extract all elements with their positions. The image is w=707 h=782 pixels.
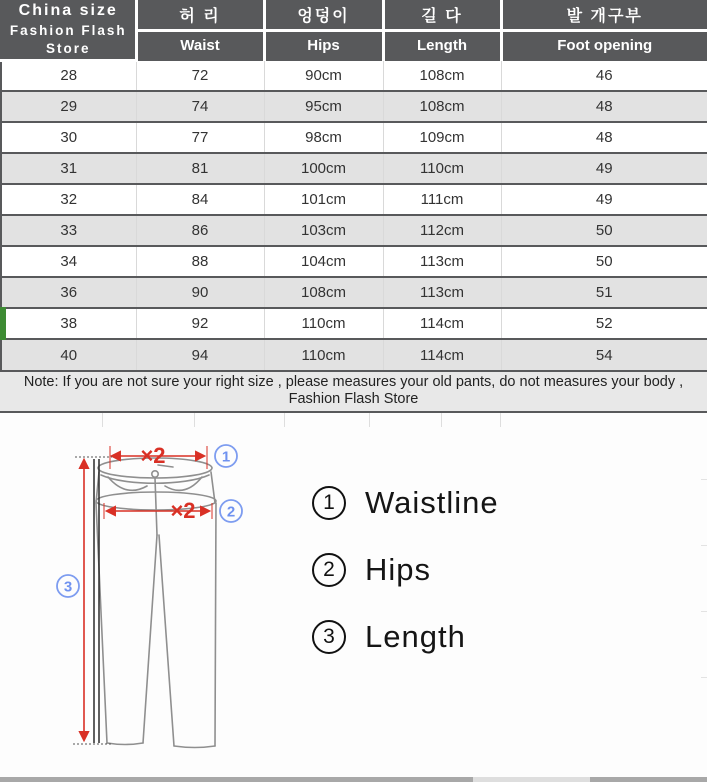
gridline [500,413,501,427]
header-china-size-title: China size [18,2,118,20]
header-hips-ko: 엉덩이 [264,0,383,30]
legend-number-1: 1 [312,486,346,520]
cell-length: 113cm [383,246,501,277]
svg-text:3: 3 [63,578,73,596]
gridline [369,413,370,427]
cell-waist: 84 [136,184,264,215]
cell-waist: 94 [136,339,264,370]
circled-marker-1 [215,445,237,467]
cell-foot-opening: 49 [501,153,707,184]
cell-size: 33 [1,215,136,246]
measurement-legend [312,483,499,657]
cell-waist: 74 [136,91,264,122]
header-china-size [1,0,136,60]
hips-x2-label: ×2 [170,498,196,523]
table-row [1,215,707,246]
cell-waist: 77 [136,122,264,153]
legend-label-waistline: Waistline [365,485,499,520]
cell-hips: 110cm [264,308,383,339]
cell-waist: 86 [136,215,264,246]
cell-foot-opening: 50 [501,215,707,246]
legend-item-length [312,617,499,657]
cell-foot-opening: 46 [501,60,707,91]
measurement-arrows [84,446,212,740]
pants-measurement-diagram [0,413,350,765]
cell-waist: 90 [136,277,264,308]
header-foot-opening-ko: 발 개구부 [501,0,707,30]
gridline [701,677,707,678]
cell-size: 31 [1,153,136,184]
cell-size: 40 [1,339,136,370]
legend-number-3: 3 [312,620,346,654]
pants-outline [96,458,216,748]
table-row [1,277,707,308]
size-chart-table [0,0,707,370]
cell-hips: 100cm [264,153,383,184]
cell-foot-opening: 48 [501,122,707,153]
gridline [701,611,707,612]
cell-size: 32 [1,184,136,215]
legend-item-hips [312,550,499,590]
cell-foot-opening: 52 [501,308,707,339]
cell-foot-opening: 49 [501,184,707,215]
note-banner [0,370,707,413]
cell-size: 38 [1,308,136,339]
circled-marker-3 [57,575,79,597]
circled-marker-2 [220,500,242,522]
cell-size: 29 [1,91,136,122]
waist-x2-label: ×2 [140,443,166,468]
cell-hips: 95cm [264,91,383,122]
header-hips-en: Hips [264,30,383,60]
table-row [1,153,707,184]
cell-length: 114cm [383,308,501,339]
header-store-name: Fashion Flash Store [9,22,127,57]
table-row [1,91,707,122]
cell-waist: 92 [136,308,264,339]
table-row [1,60,707,91]
table-header [1,0,707,60]
cell-length: 109cm [383,122,501,153]
bottom-edge-strip [0,777,707,782]
cell-hips: 104cm [264,246,383,277]
cell-size: 28 [1,60,136,91]
cell-length: 108cm [383,60,501,91]
cell-size: 30 [1,122,136,153]
table-row [1,122,707,153]
measurement-diagram-section [0,413,707,782]
svg-text:2: 2 [226,503,236,521]
cell-hips: 90cm [264,60,383,91]
svg-text:1: 1 [221,448,231,466]
cell-waist: 81 [136,153,264,184]
cell-foot-opening: 51 [501,277,707,308]
cell-length: 111cm [383,184,501,215]
header-length-ko: 길 다 [383,0,501,30]
note-store-name: Fashion Flash Store [288,391,419,407]
table-row [1,184,707,215]
legend-number-2: 2 [312,553,346,587]
legend-item-waistline [312,483,499,523]
header-foot-opening-en: Foot opening [501,30,707,60]
gridline [441,413,442,427]
cell-waist: 88 [136,246,264,277]
table-row [1,339,707,370]
cell-hips: 103cm [264,215,383,246]
legend-label-length: Length [365,619,466,654]
cell-length: 113cm [383,277,501,308]
header-waist-en: Waist [136,30,264,60]
cell-hips: 110cm [264,339,383,370]
cell-waist: 72 [136,60,264,91]
table-row-highlighted [1,308,707,339]
cell-foot-opening: 48 [501,91,707,122]
cell-length: 110cm [383,153,501,184]
gridline [701,545,707,546]
header-length-en: Length [383,30,501,60]
cell-size: 34 [1,246,136,277]
cell-length: 114cm [383,339,501,370]
header-waist-ko: 허 리 [136,0,264,30]
note-text: Note: If you are not sure your right size , please measures your old pants, do not measures your body , [23,374,684,390]
cell-length: 108cm [383,91,501,122]
cell-hips: 108cm [264,277,383,308]
cell-size: 36 [1,277,136,308]
cell-foot-opening: 54 [501,339,707,370]
legend-label-hips: Hips [365,552,432,587]
cell-hips: 101cm [264,184,383,215]
cell-length: 112cm [383,215,501,246]
gridline [701,479,707,480]
cell-foot-opening: 50 [501,246,707,277]
table-row [1,246,707,277]
extension-dotted-lines [73,457,112,744]
cell-hips: 98cm [264,122,383,153]
